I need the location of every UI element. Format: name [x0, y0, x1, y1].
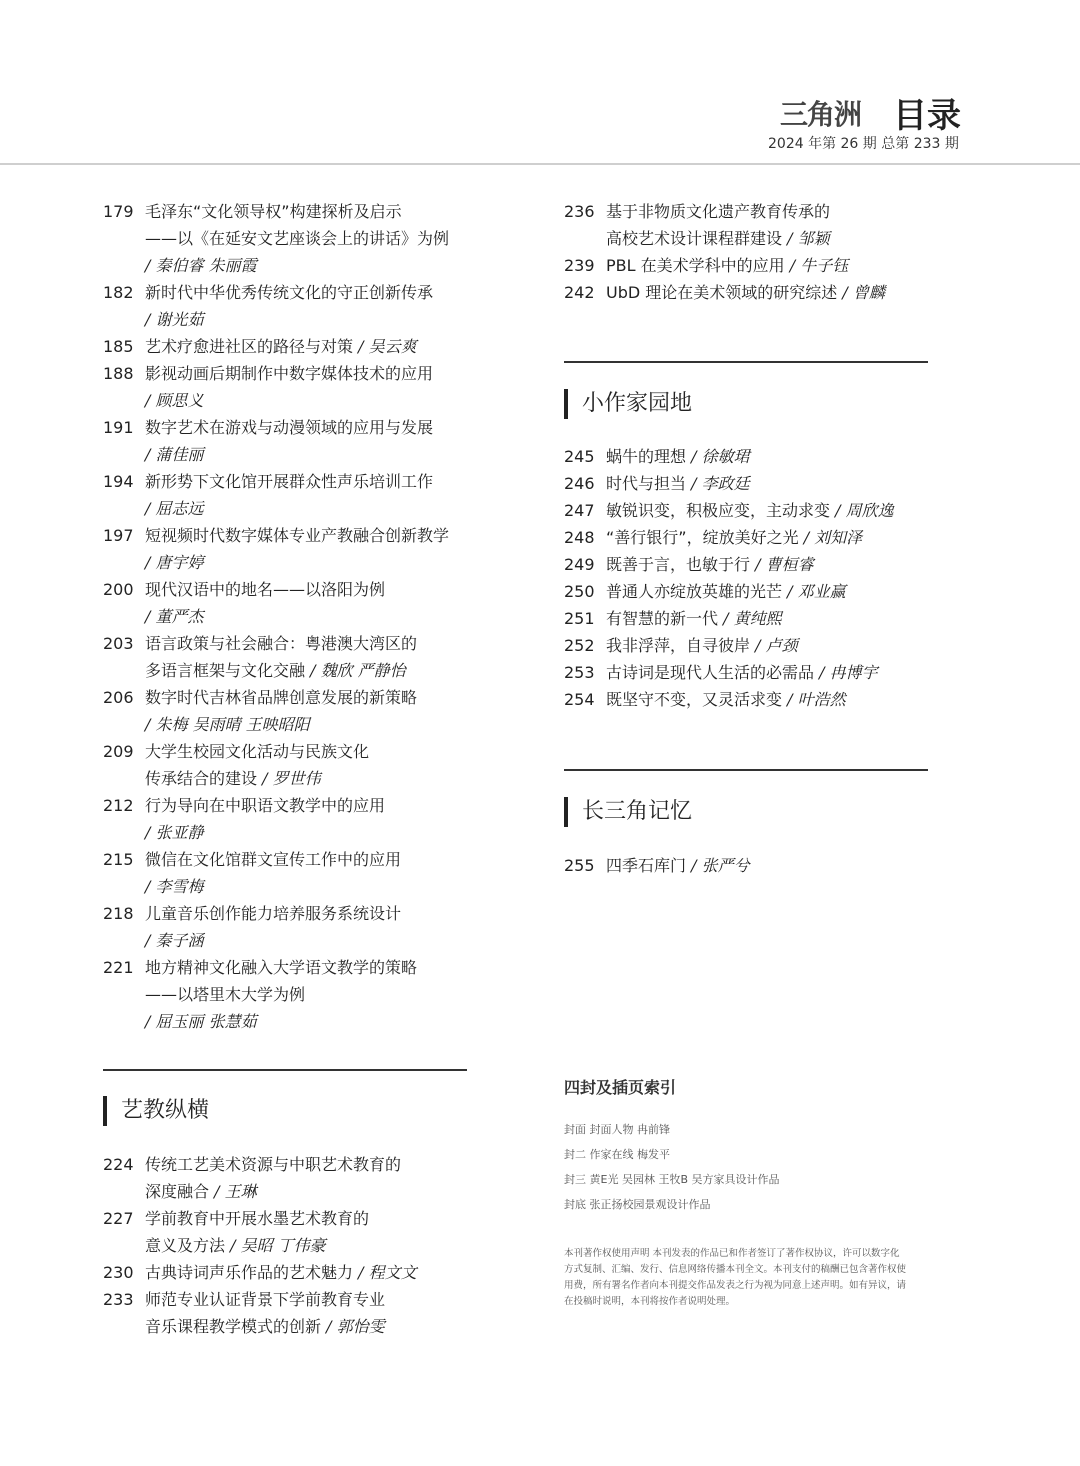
article-author: / 秦伯睿 朱丽霞 [145, 256, 257, 275]
header-divider [0, 163, 1080, 165]
article-author: / 张亚静 [145, 823, 204, 842]
index-item: 封底 张正扬校园景观设计作品 [564, 1198, 711, 1211]
toc-entry [103, 414, 503, 468]
page-number: 246 [564, 474, 595, 493]
article-subtitle: ——以塔里木大学为例 [145, 985, 306, 1004]
right-divider-1 [564, 361, 928, 363]
page-number: 218 [103, 904, 134, 923]
toc-line [103, 684, 503, 711]
page-title: 目录 [893, 96, 961, 136]
toc-line [564, 632, 984, 659]
article-title: 既善于言，也敏于行 [606, 555, 751, 574]
toc-line [103, 630, 503, 657]
article-author: / 卢颈 [755, 636, 798, 655]
toc-entry [564, 470, 984, 497]
article-author: / 曹桓睿 [755, 555, 814, 574]
toc-line [103, 1259, 503, 1286]
article-author: / 唐宇婷 [145, 553, 204, 572]
toc-line [103, 1205, 503, 1232]
toc-line [103, 576, 503, 603]
page-number: 212 [103, 796, 134, 815]
page-number: 200 [103, 580, 134, 599]
article-author: / 冉博宇 [819, 663, 878, 682]
right-divider-2 [564, 769, 928, 771]
page-number: 253 [564, 663, 595, 682]
article-author: / 谢光茹 [145, 310, 204, 329]
article-title: 语言政策与社会融合：粤港澳大湾区的 [145, 634, 418, 653]
page-number: 250 [564, 582, 595, 601]
toc-entry [564, 852, 964, 879]
article-title: 蜗牛的理想 [606, 447, 687, 466]
article-title: 儿童音乐创作能力培养服务系统设计 [145, 904, 402, 923]
page-number: 227 [103, 1209, 134, 1228]
section-young-writers [564, 389, 692, 419]
page-number: 245 [564, 447, 595, 466]
article-author: / 黄纯熙 [723, 609, 782, 628]
article-title: 传统工艺美术资源与中职艺术教育的 [145, 1155, 402, 1174]
article-title: 既坚守不变，又灵活求变 [606, 690, 783, 709]
toc-entry [103, 954, 503, 1035]
article-title: 数字时代吉林省品牌创意发展的新策略 [145, 688, 418, 707]
page-number: 242 [564, 283, 595, 302]
article-author: / 李政廷 [691, 474, 750, 493]
toc-entry [103, 1205, 503, 1259]
toc-line [103, 360, 503, 387]
toc-line [103, 1178, 503, 1205]
art-edu-list [103, 1151, 503, 1340]
article-title: 师范专业认证背景下学前教育专业 [145, 1290, 386, 1309]
section-title: 长三角记忆 [564, 797, 692, 827]
toc-line [564, 198, 964, 225]
issue-info: 2024 年第 26 期 总第 233 期 [768, 136, 959, 152]
toc-line [103, 954, 503, 981]
index-item: 封面 封面人物 冉前锋 [564, 1123, 670, 1136]
toc-line [564, 852, 964, 879]
article-title-cont: 高校艺术设计课程群建设 [606, 229, 783, 248]
page-number: 236 [564, 202, 595, 221]
article-title: 古诗词是现代人生活的必需品 [606, 663, 815, 682]
toc-line [564, 252, 964, 279]
article-author: / 董严杰 [145, 607, 204, 626]
article-author: / 魏欣 严静怡 [310, 661, 406, 680]
article-author: / 张严兮 [691, 856, 750, 875]
toc-line [564, 279, 964, 306]
toc-line [103, 198, 503, 225]
left-divider [103, 1069, 467, 1071]
article-author: / 屈志远 [145, 499, 204, 518]
toc-entry [103, 738, 503, 792]
article-title: 学前教育中开展水墨艺术教育的 [145, 1209, 370, 1228]
page-number: 194 [103, 472, 134, 491]
article-title: 现代汉语中的地名——以洛阳为例 [145, 580, 386, 599]
page-number: 247 [564, 501, 595, 520]
page-number: 254 [564, 690, 595, 709]
index-list [564, 1117, 779, 1217]
article-author: / 蒲佳丽 [145, 445, 204, 464]
article-title: PBL 在美术学科中的应用 [606, 256, 785, 275]
toc-entry [564, 551, 984, 578]
page-number: 215 [103, 850, 134, 869]
right-top-list [564, 198, 964, 306]
article-author: / 罗世伟 [262, 769, 321, 788]
toc-entry [564, 632, 984, 659]
page-number: 252 [564, 636, 595, 655]
article-title: 数字艺术在游戏与动漫领域的应用与发展 [145, 418, 434, 437]
article-author: / 朱梅 吴雨晴 王映昭阳 [145, 715, 310, 734]
article-author: / 徐敏珺 [691, 447, 750, 466]
toc-line [564, 470, 984, 497]
toc-entry [103, 576, 503, 630]
article-title: 新形势下文化馆开展群众性声乐培训工作 [145, 472, 434, 491]
article-title: 敏锐识变，积极应变，主动求变 [606, 501, 831, 520]
toc-entry [564, 605, 984, 632]
toc-line [103, 279, 503, 306]
article-title-cont: 音乐课程教学模式的创新 [145, 1317, 322, 1336]
toc-line [564, 686, 984, 713]
toc-line [103, 468, 503, 495]
toc-line [103, 1313, 503, 1340]
toc-entry [564, 443, 984, 470]
toc-entry [564, 578, 984, 605]
article-title-cont: 传承结合的建设 [145, 769, 258, 788]
page-number: 179 [103, 202, 134, 221]
toc-entry [103, 684, 503, 738]
article-title: 时代与担当 [606, 474, 687, 493]
page-number: 182 [103, 283, 134, 302]
article-author: / 李雪梅 [145, 877, 204, 896]
page-number: 248 [564, 528, 595, 547]
toc-entry [564, 198, 964, 252]
page-number: 255 [564, 856, 595, 875]
article-title: 影视动画后期制作中数字媒体技术的应用 [145, 364, 434, 383]
toc-entry [103, 630, 503, 684]
page-number: 224 [103, 1155, 134, 1174]
article-author: / 邓业赢 [787, 582, 846, 601]
toc-entry [103, 333, 503, 360]
toc-entry [103, 468, 503, 522]
article-title: 四季石库门 [606, 856, 687, 875]
page-number: 233 [103, 1290, 134, 1309]
toc-entry [564, 686, 984, 713]
article-author: / 曾麟 [842, 283, 885, 302]
article-title: 普通人亦绽放英雄的光芒 [606, 582, 783, 601]
article-author: / 邹颖 [787, 229, 830, 248]
page-number: 197 [103, 526, 134, 545]
page-number: 209 [103, 742, 134, 761]
toc-entry [103, 522, 503, 576]
section-title: 小作家园地 [564, 389, 692, 419]
toc-entry [564, 497, 984, 524]
toc-line [103, 1151, 503, 1178]
memory-list [564, 852, 964, 879]
index-item: 封三 黄E光 吴园林 王牧B 吴方家具设计作品 [564, 1173, 780, 1186]
magazine-logo: 三角洲 [780, 98, 862, 131]
toc-line [103, 846, 503, 873]
toc-entry [103, 1259, 503, 1286]
toc-entry [103, 792, 503, 846]
article-author: / 程文文 [358, 1263, 417, 1282]
toc-line [103, 738, 503, 765]
section-memory [564, 797, 692, 827]
toc-entry [103, 1151, 503, 1205]
article-title: 毛泽东“文化领导权”构建探析及启示 [145, 202, 402, 221]
article-title-cont: 意义及方法 [145, 1236, 226, 1255]
article-author: / 叶浩然 [787, 690, 846, 709]
article-title: 艺术疗愈进社区的路径与对策 [145, 337, 354, 356]
article-title-cont: 多语言框架与文化交融 [145, 661, 306, 680]
left-column [103, 198, 503, 1035]
article-title-cont: 深度融合 [145, 1182, 210, 1201]
toc-line [564, 225, 964, 252]
article-title: 有智慧的新一代 [606, 609, 719, 628]
toc-line [103, 333, 503, 360]
article-title: UbD 理论在美术领域的研究综述 [606, 283, 838, 302]
page-number: 206 [103, 688, 134, 707]
index-item: 封二 作家在线 梅发平 [564, 1148, 670, 1161]
toc-line [103, 522, 503, 549]
toc-line [564, 497, 984, 524]
toc-line [564, 551, 984, 578]
page-number: 221 [103, 958, 134, 977]
toc-line [564, 443, 984, 470]
article-title: 我非浮萍，自寻彼岸 [606, 636, 751, 655]
article-title: 大学生校园文化活动与民族文化 [145, 742, 370, 761]
page-number: 230 [103, 1263, 134, 1282]
article-author: / 王琳 [214, 1182, 257, 1201]
article-author: / 周欣逸 [835, 501, 894, 520]
toc-line [103, 765, 503, 792]
article-author: / 郭怡雯 [326, 1317, 385, 1336]
article-author: / 秦子涵 [145, 931, 204, 950]
toc-line [103, 1286, 503, 1313]
toc-entry [564, 279, 964, 306]
article-author: / 顾思义 [145, 391, 204, 410]
article-subtitle: ——以《在延安文艺座谈会上的讲话》为例 [145, 229, 450, 248]
article-title: 行为导向在中职语文教学中的应用 [145, 796, 386, 815]
article-title: 短视频时代数字媒体专业产教融合创新教学 [145, 526, 450, 545]
young-writers-list [564, 443, 984, 713]
article-author: / 吴云爽 [358, 337, 417, 356]
toc-entry [103, 198, 503, 279]
toc-entry [103, 279, 503, 333]
index-title: 四封及插页索引 [564, 1078, 677, 1097]
toc-line [103, 657, 503, 684]
toc-entry [103, 900, 503, 954]
toc-line [564, 659, 984, 686]
page-header [0, 0, 1080, 160]
article-author: / 屈玉丽 张慧茹 [145, 1012, 257, 1031]
article-title: 古典诗词声乐作品的艺术魅力 [145, 1263, 354, 1282]
toc-entry [103, 360, 503, 414]
section-title: 艺教纵横 [103, 1096, 209, 1126]
article-title: 地方精神文化融入大学语文教学的策略 [145, 958, 418, 977]
article-title: 基于非物质文化遗产教育传承的 [606, 202, 831, 221]
toc-line [564, 524, 984, 551]
section-art-edu [103, 1096, 209, 1126]
article-title: “善行银行”，绽放美好之光 [606, 528, 799, 547]
toc-entry [564, 252, 964, 279]
page-number: 251 [564, 609, 595, 628]
page-number: 188 [103, 364, 134, 383]
page-number: 249 [564, 555, 595, 574]
toc-entry [564, 659, 984, 686]
toc-line [103, 1232, 503, 1259]
page-number: 239 [564, 256, 595, 275]
toc-entry [103, 846, 503, 900]
toc-line [564, 605, 984, 632]
toc-line [103, 414, 503, 441]
article-author: / 吴昭 丁伟豪 [230, 1236, 326, 1255]
toc-line [564, 578, 984, 605]
article-author: / 牛子钰 [789, 256, 849, 275]
toc-entry [564, 524, 984, 551]
page-number: 203 [103, 634, 134, 653]
article-title: 微信在文化馆群文宣传工作中的应用 [145, 850, 402, 869]
page-number: 185 [103, 337, 134, 356]
page-number: 191 [103, 418, 134, 437]
article-title: 新时代中华优秀传统文化的守正创新传承 [145, 283, 434, 302]
copyright-notice: 本刊著作权使用声明 本刊发表的作品已和作者签订了著作权协议，许可以数字化方式复制、汇编、发行、信息网络传播本刊全文。本刊支付的稿酬已包含著作权使用费，所有署名作者向本刊提交作品发表之行为视为同意上述声明。如有异议，请在投稿时说明，本刊将按作者说明处理。 [564, 1248, 907, 1307]
article-author: / 刘知泽 [803, 528, 863, 547]
toc-line [103, 792, 503, 819]
toc-entry [103, 1286, 503, 1340]
toc-line [103, 900, 503, 927]
